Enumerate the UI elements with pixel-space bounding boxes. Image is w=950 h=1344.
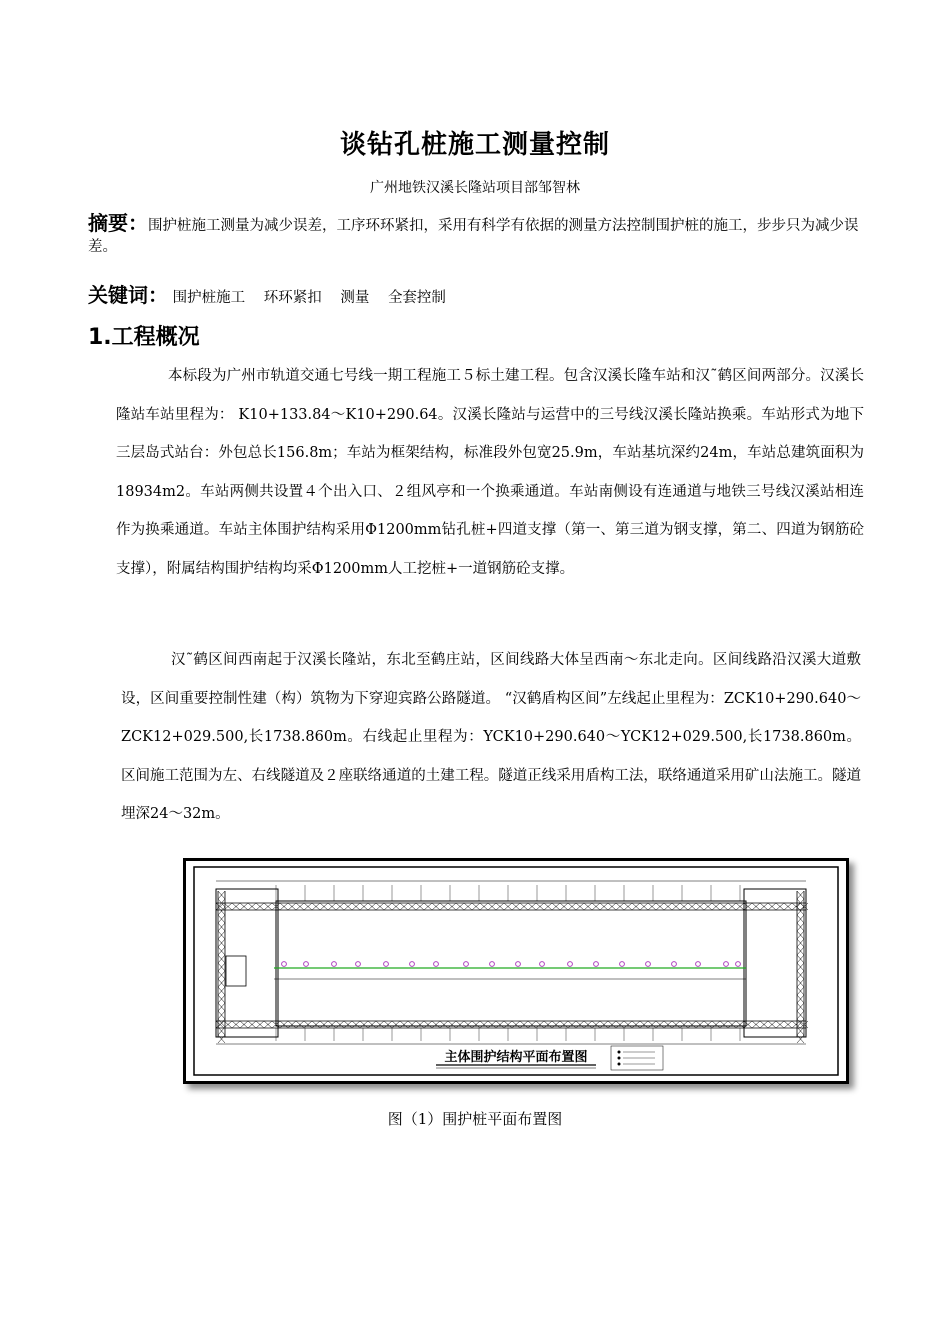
bottom-support-truss xyxy=(216,1021,808,1028)
keyword: 测量 xyxy=(340,290,370,306)
document-title: 谈钻孔桩施工测量控制 xyxy=(339,130,610,160)
top-support-truss xyxy=(216,903,808,910)
keywords xyxy=(88,279,878,308)
pile-layout-figure xyxy=(183,858,849,1084)
abstract xyxy=(88,213,878,258)
section-heading: 1.工程概况 xyxy=(88,325,200,350)
abstract-text: 围护桩施工测量为减少误差，工序环环紧扣，采用有科学有依据的测量方法控制围护桩的施工，步步只为减少误差。 xyxy=(88,218,859,255)
column-markers xyxy=(282,962,741,967)
author-line: 广州地铁汉溪长隆站项目部邹智林 xyxy=(370,180,580,196)
abstract-label: 摘要： xyxy=(88,211,148,235)
west-support-truss xyxy=(218,891,225,1043)
east-support-truss xyxy=(797,891,804,1043)
legend xyxy=(611,1046,663,1070)
keyword: 环环紧扣 xyxy=(263,290,322,306)
pile-layout-drawing xyxy=(186,861,846,1081)
keyword: 全套控制 xyxy=(387,290,446,306)
keyword: 围护桩施工 xyxy=(172,290,246,306)
paragraph-tunnel: 汉˜鹤区间西南起于汉溪长隆站，东北至鹤庄站，区间线路大体呈西南～东北走向。区间线路沿汉溪大道敷设，区间重要控制性建（构）筑物为下穿迎宾路公路隧道。 “汉鹤盾构区间”左线起止里程为：ZCK10+290.640～ZCK12+029.500,长1738.860m。右线起止里程为：YCK10+290.640～YCK12+029.500,长1738.860m。区间施工范围为左、右线隧道及２座联络通道的土建工程。隧道正线采用盾构工法，联络通道采用矿山法施工。隧道埋深24～32m。 xyxy=(121,652,861,822)
west-shaft xyxy=(226,956,246,986)
keywords-label: 关键词： xyxy=(88,283,168,307)
drawing-title: 主体围护结构平面布置图 xyxy=(444,1050,588,1065)
figure-caption: 图（1）围护桩平面布置图 xyxy=(387,1110,563,1128)
paragraph-station: 本标段为广州市轨道交通七号线一期工程施工５标土建工程。包含汉溪长隆车站和汉˜鹤区间两部分。汉溪长隆站车站里程为： K10+133.84～K10+290.64。汉溪长隆站与运营中的三号线汉溪长隆站换乘。车站形式为地下三层岛式站台：外包总长156.8m；车站为框架结构，标准段外包宽25.9m，车站基坑深约24m，车站总建筑面积为18934m2。车站两侧共设置４个出入口、２组风亭和一个换乘通道。车站南侧设有连通道与地铁三号线汉溪站相连作为换乘通道。车站主体围护结构采用Φ1200mm钻孔桩+四道支撑（第一、第三道为钢支撑，第二、四道为钢筋砼支撑），附属结构围护结构均采Φ1200mm人工挖桩+一道钢筋砼支撑。 xyxy=(116,368,864,577)
station-outline xyxy=(276,901,746,1026)
